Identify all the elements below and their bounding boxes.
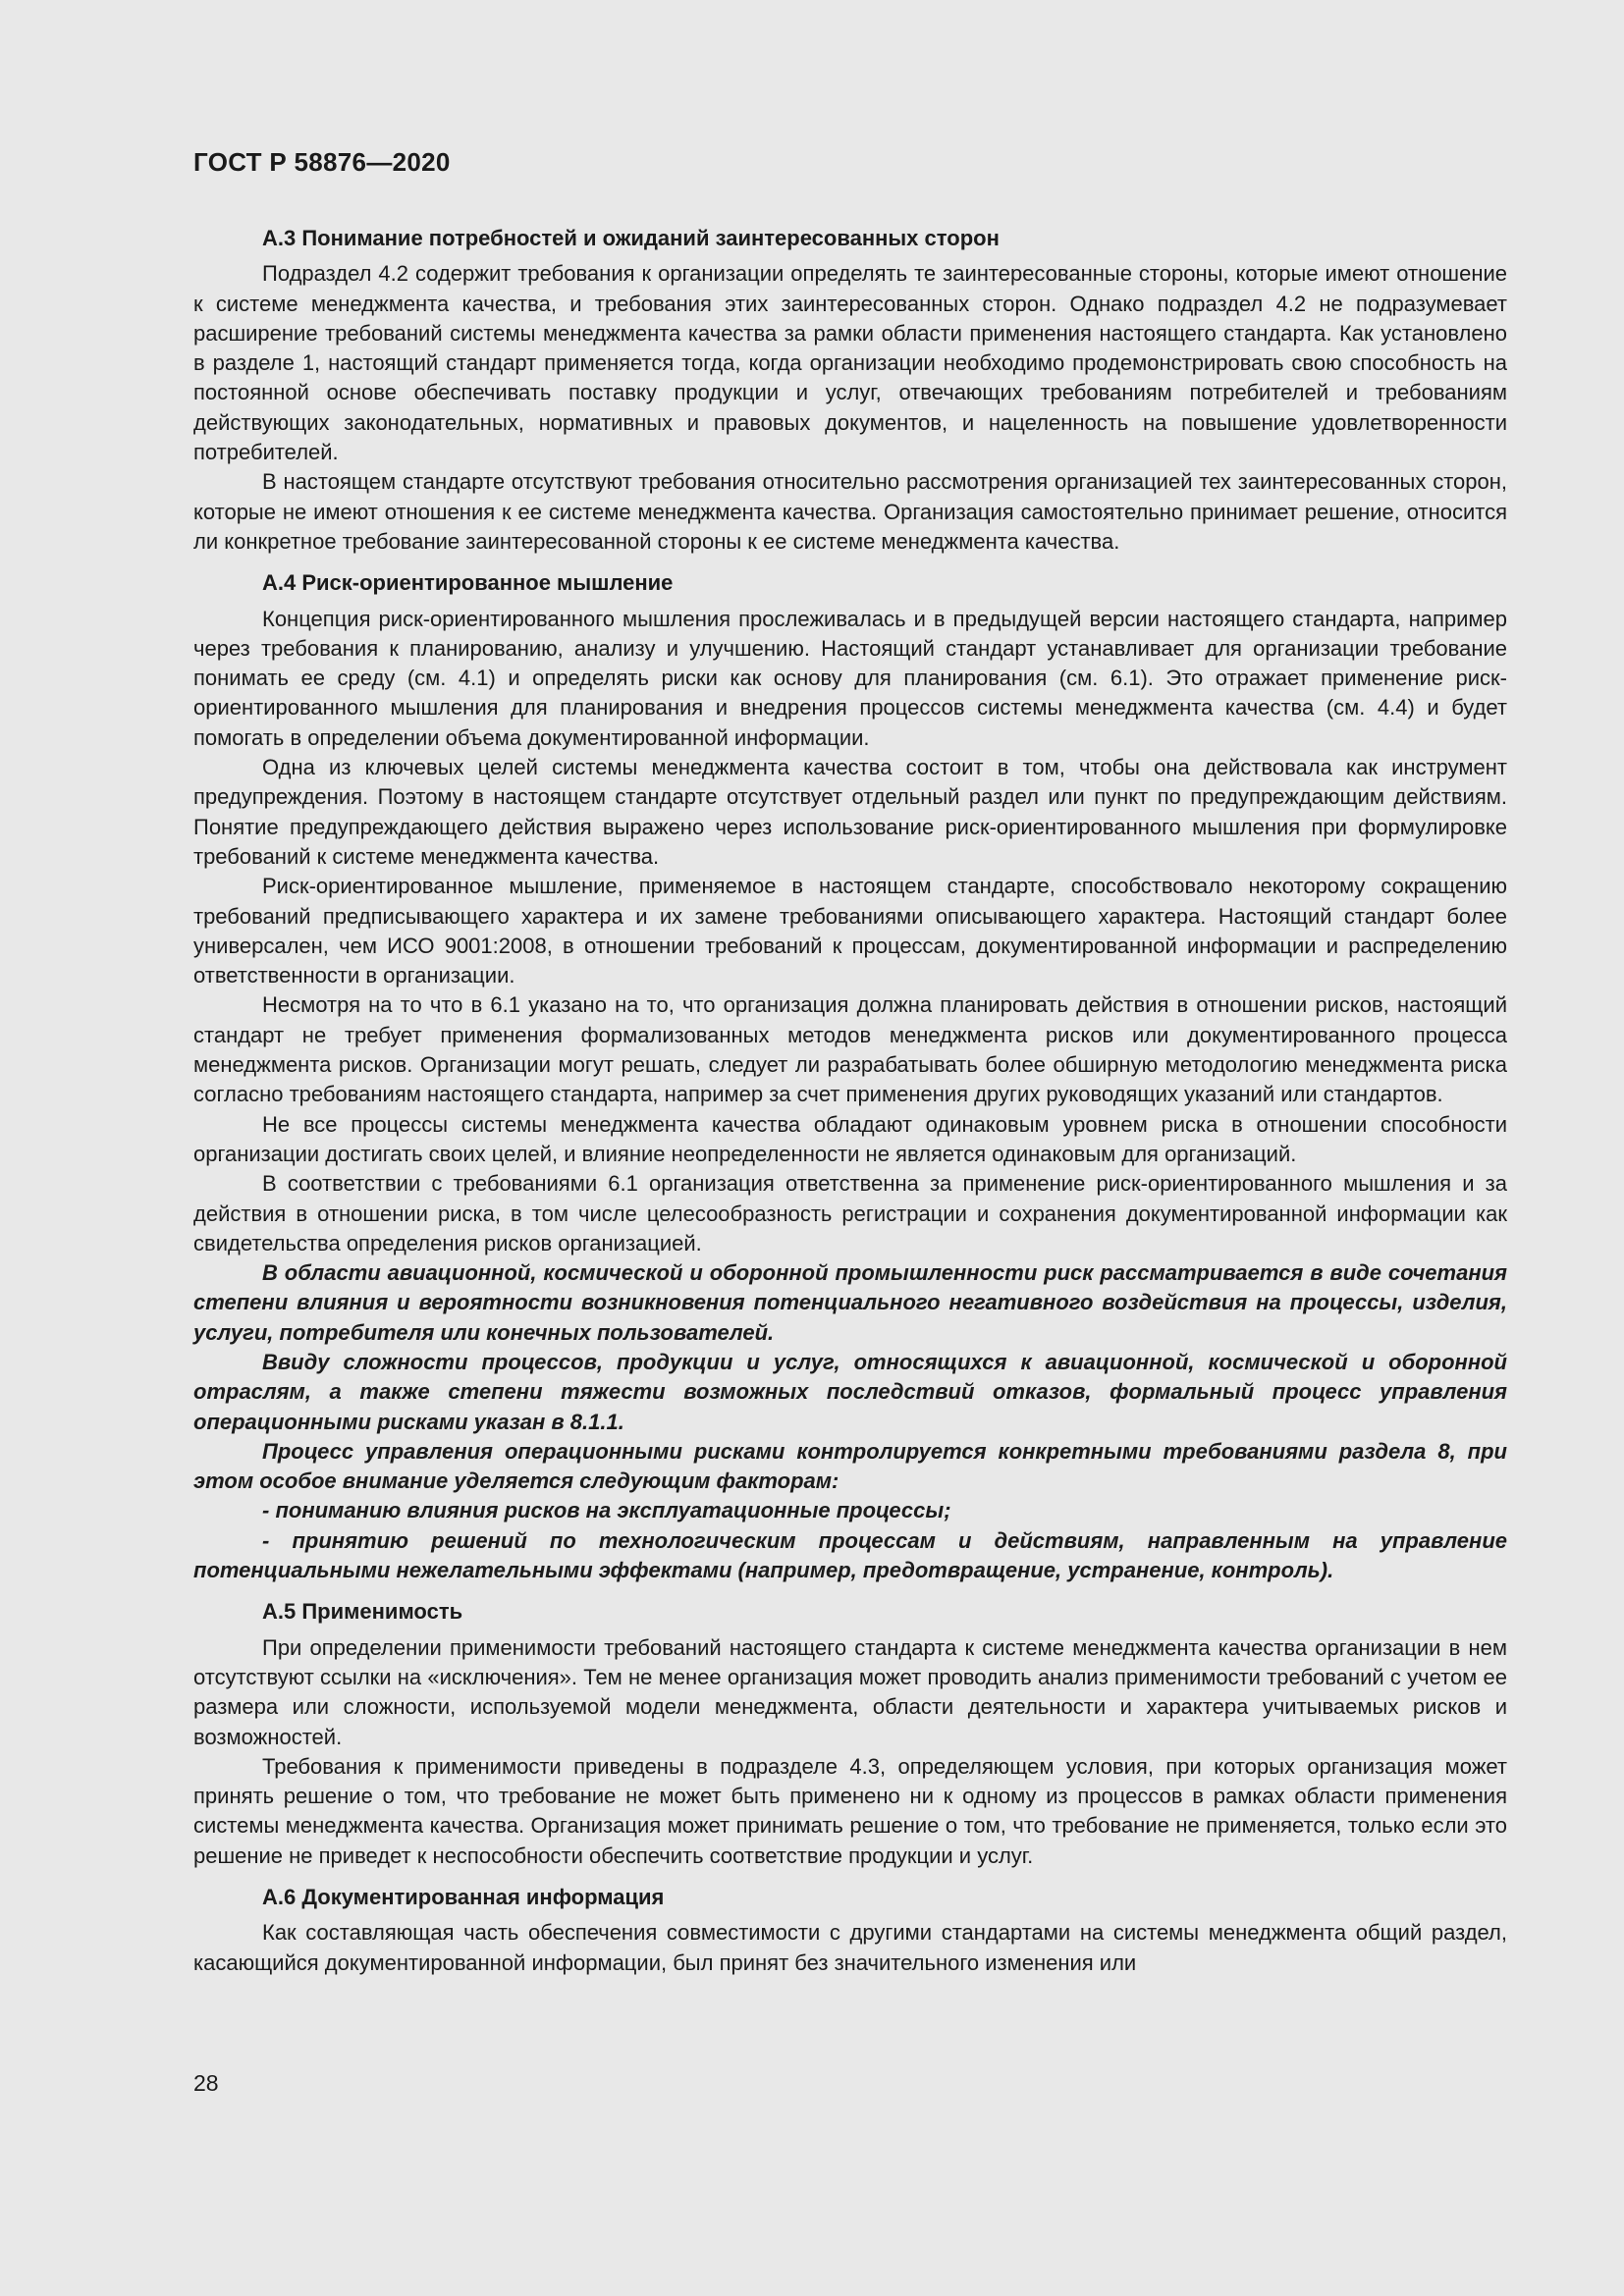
emphasized-paragraph: Процесс управления операционными рисками контролируется конкретными требованиями раздела 8, при этом особое внимание уделяется следующим факторам:	[193, 1438, 1507, 1494]
section-a3	[193, 224, 1507, 557]
section-heading: А.3 Понимание потребностей и ожиданий заинтересованных сторон	[262, 226, 1000, 250]
paragraph: При определении применимости требований настоящего стандарта к системе менеджмента качества организации в нем отсутствуют ссылки на «исключения». Тем не менее организация может проводить анализ применимости требований с учетом ее размера или сложности, используемой модели менеджмента, области деятельности и характера учитываемых рисков и возможностей.	[193, 1634, 1507, 1749]
paragraph: Как составляющая часть обеспечения совместимости с другими стандартами на системы менеджмента общий раздел, касающийся документированной информации, был принят без значительного изменения или	[193, 1920, 1507, 1975]
paragraph: В настоящем стандарте отсутствуют требования относительно рассмотрения организацией тех заинтересованных сторон, которые не имеют отношения к ее системе менеджмента качества. Организация самостоятельно принимает решение, относится ли конкретное требование заинтересованной стороны к ее системе менеджмента качества.	[193, 469, 1507, 554]
emphasized-paragraph: В области авиационной, космической и оборонной промышленности риск рассматривается в виде сочетания степени влияния и вероятности возникновения потенциального негативного воздействия на процессы, изделия, услуги, потребителя или конечных пользователей.	[193, 1260, 1507, 1345]
section-a5	[193, 1597, 1507, 1871]
paragraph: Риск-ориентированное мышление, применяемое в настоящем стандарте, способствовало некоторому сокращению требований предписывающего характера и их замене требованиями описывающего характера. Настоящий стандарт более универсален, чем ИСО 9001:2008, в отношении требований к процессам, документированной информации и распределению ответственности в организации.	[193, 874, 1507, 988]
document-body	[193, 224, 1507, 1978]
section-heading: А.5 Применимость	[262, 1599, 463, 1625]
section-a6	[193, 1883, 1507, 1978]
list-item: - пониманию влияния рисков на эксплуатационные процессы;	[262, 1498, 951, 1523]
paragraph: Одна из ключевых целей системы менеджмента качества состоит в том, чтобы она действовала как инструмент предупреждения. Поэтому в настоящем стандарте отсутствует отдельный раздел или пункт по предупреждающим действиям. Понятие предупреждающего действия выражено через использование риск-ориентированного мышления при формулировке требований к системе менеджмента качества.	[193, 755, 1507, 869]
page-number: 28	[193, 2070, 219, 2096]
paragraph: Требования к применимости приведены в подразделе 4.3, определяющем условия, при которых организация может принять решение о том, что требование не может быть применено ни к одному из процессов в рамках области применения системы менеджмента качества. Организация может принимать решение о том, что требование не применяется, только если это решение не приведет к неспособности обеспечить соответствие продукции и услуг.	[193, 1753, 1507, 1868]
paragraph: Не все процессы системы менеджмента качества обладают одинаковым уровнем риска в отношении способности организации достигать своих целей, и влияние неопределенности не является одинаковым для организаций.	[193, 1111, 1507, 1166]
emphasized-paragraph: Ввиду сложности процессов, продукции и услуг, относящихся к авиационной, космической и оборонной отраслям, а также степени тяжести возможных последствий отказов, формальный процесс управления операционными рисками указан в 8.1.1.	[193, 1349, 1507, 1434]
paragraph: Концепция риск-ориентированного мышления прослеживалась и в предыдущей версии настоящего стандарта, например через требования к планированию, анализу и улучшению. Настоящий стандарт устанавливает для организации требование понимать ее среду (см. 4.1) и определять риски как основу для планирования (см. 6.1). Это отражает применение риск-ориентированного мышления для планирования и внедрения процессов системы менеджмента качества (см. 4.4) и будет помогать в определении объема документированной информации.	[193, 606, 1507, 750]
document-id-header: ГОСТ Р 58876—2020	[193, 147, 451, 177]
paragraph: В соответствии с требованиями 6.1 организация ответственна за применение риск-ориентированного мышления и за действия в отношении риска, в том числе целесообразность регистрации и сохранения документированной информации как свидетельства определения рисков организацией.	[193, 1171, 1507, 1255]
paragraph: Подраздел 4.2 содержит требования к организации определять те заинтересованные стороны, которые имеют отношение к системе менеджмента качества, и требования этих заинтересованных сторон. Однако подраздел 4.2 не подразумевает расширение требований системы менеджмента качества за рамки области применения настоящего стандарта. Как установлено в разделе 1, настоящий стандарт применяется тогда, когда организации необходимо продемонстрировать свою способность на постоянной основе обеспечивать поставку продукции и услуг, отвечающих требованиям потребителей и требованиям действующих законодательных, нормативных и правовых документов, и нацеленность на повышение удовлетворенности потребителей.	[193, 261, 1507, 465]
section-heading: А.6 Документированная информация	[262, 1885, 665, 1910]
section-heading: А.4 Риск-ориентированное мышление	[262, 570, 674, 596]
paragraph: Несмотря на то что в 6.1 указано на то, что организация должна планировать действия в отношении рисков, настоящий стандарт не требует применения формализованных методов менеджмента рисков или документированного процесса менеджмента рисков. Организации могут решать, следует ли разрабатывать более обширную методологию менеджмента риска согласно требованиям настоящего стандарта, например за счет применения других руководящих указаний или стандартов.	[193, 992, 1507, 1107]
list-item: - принятию решений по технологическим процессам и действиям, направленным на управление потенциальными нежелательными эффектами (например, предотвращение, устранение, контроль).	[193, 1527, 1507, 1583]
section-a4	[193, 568, 1507, 1585]
